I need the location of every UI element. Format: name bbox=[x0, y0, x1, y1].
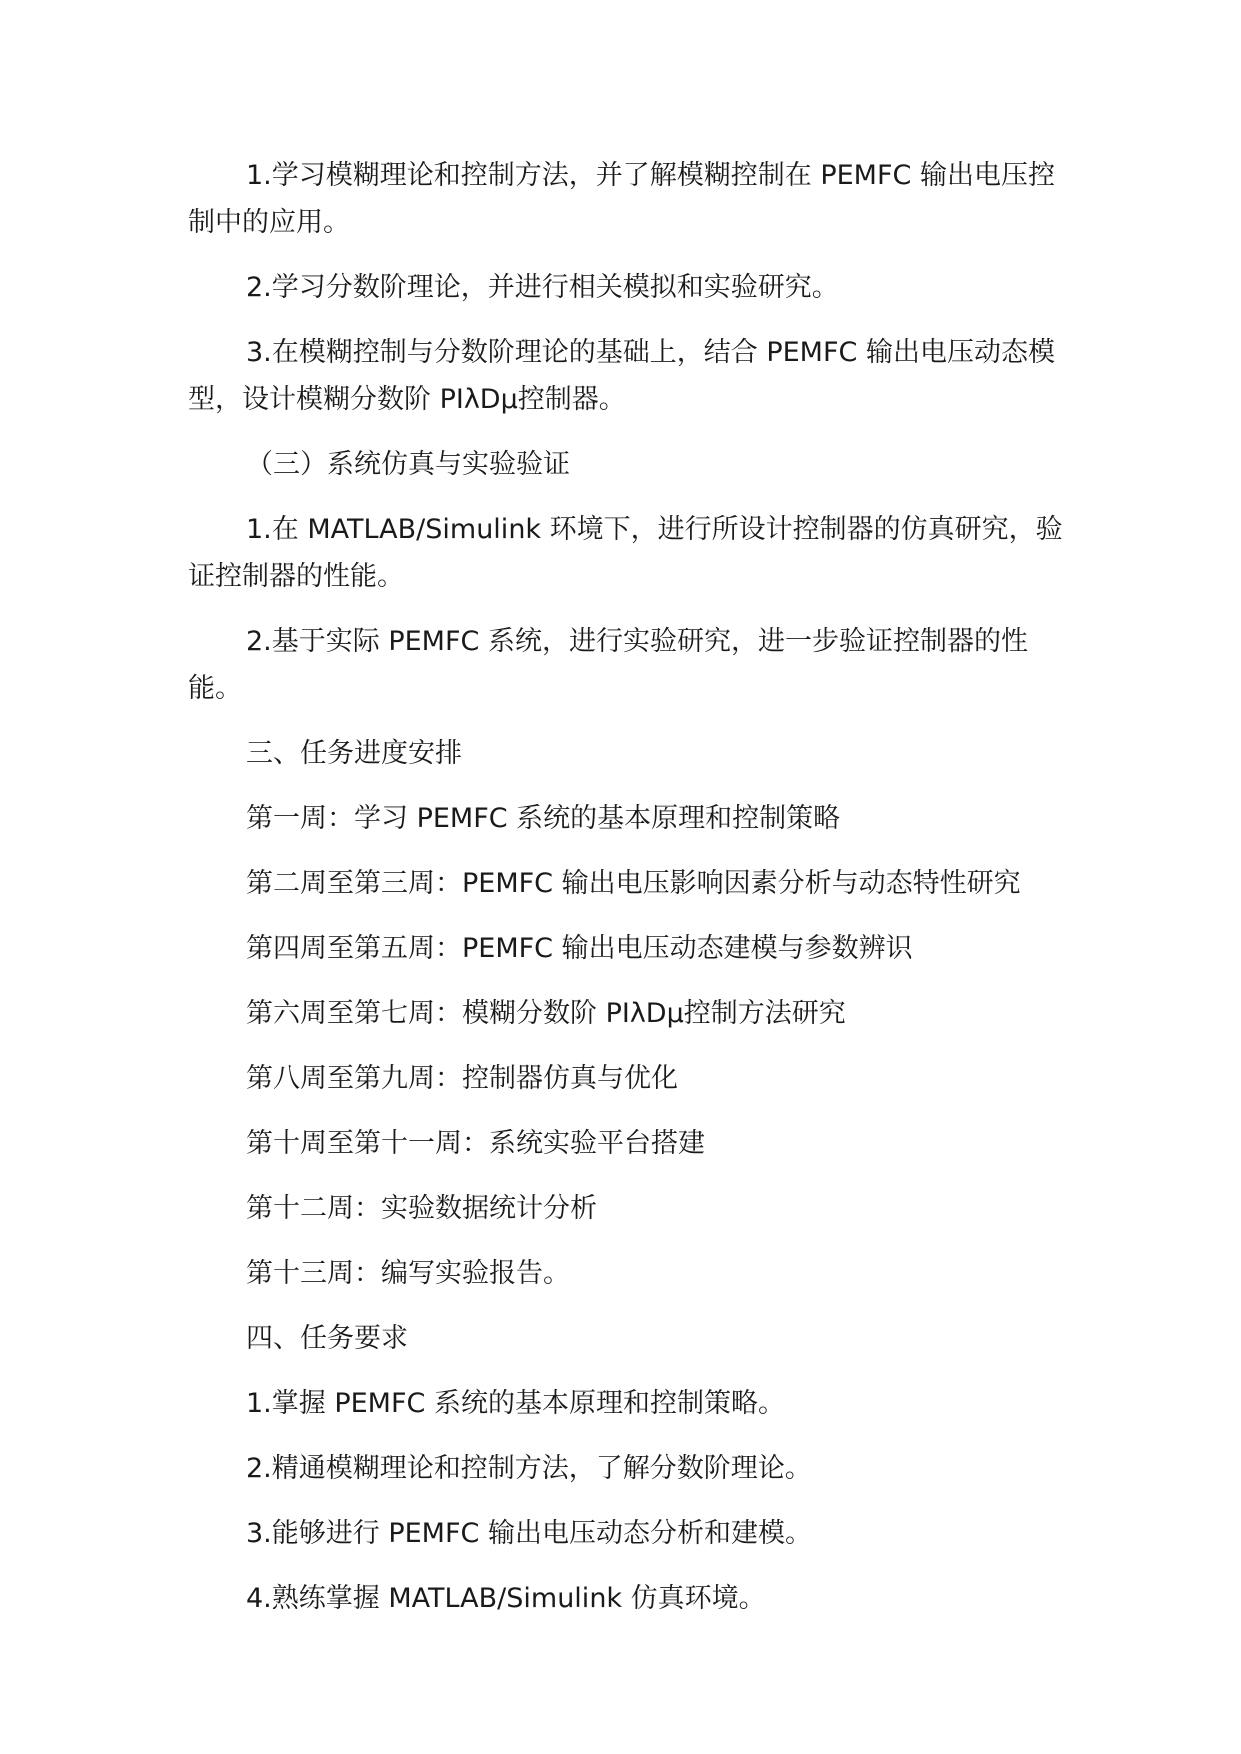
requirement-item: 4.熟练掌握 MATLAB/Simulink 仿真环境。 bbox=[246, 1583, 766, 1614]
schedule-item: 第四周至第五周：PEMFC 输出电压动态建模与参数辨识 bbox=[246, 933, 913, 964]
schedule-item: 第八周至第九周：控制器仿真与优化 bbox=[246, 1063, 678, 1094]
paragraph-matlab-simulation: 1.在 MATLAB/Simulink 环境下，进行所设计控制器的仿真研究，验证控制器的性能。 bbox=[188, 514, 1063, 592]
paragraph-fuzzy-theory: 1.学习模糊理论和控制方法，并了解模糊控制在 PEMFC 输出电压控制中的应用。 bbox=[188, 160, 1055, 238]
paragraph-experiment: 2.基于实际 PEMFC 系统，进行实验研究，进一步验证控制器的性能。 bbox=[188, 626, 1028, 704]
requirement-item: 2.精通模糊理论和控制方法，了解分数阶理论。 bbox=[246, 1453, 812, 1484]
schedule-item: 第六周至第七周：模糊分数阶 PIλDμ控制方法研究 bbox=[246, 998, 846, 1029]
requirement-item: 1.掌握 PEMFC 系统的基本原理和控制策略。 bbox=[246, 1388, 785, 1419]
paragraph-fractional-theory: 2.学习分数阶理论，并进行相关模拟和实验研究。 bbox=[246, 272, 839, 303]
section-heading-simulation: （三）系统仿真与实验验证 bbox=[246, 449, 570, 480]
schedule-item: 第十三周：编写实验报告。 bbox=[246, 1258, 570, 1289]
schedule-item: 第十周至第十一周：系统实验平台搭建 bbox=[246, 1128, 705, 1159]
schedule-item: 第十二周：实验数据统计分析 bbox=[246, 1193, 597, 1224]
document-body bbox=[188, 152, 1073, 1640]
requirement-item: 3.能够进行 PEMFC 输出电压动态分析和建模。 bbox=[246, 1518, 812, 1549]
schedule-item: 第一周：学习 PEMFC 系统的基本原理和控制策略 bbox=[246, 803, 841, 834]
section-heading-requirements: 四、任务要求 bbox=[246, 1323, 408, 1354]
paragraph-controller-design: 3.在模糊控制与分数阶理论的基础上，结合 PEMFC 输出电压动态模型，设计模糊分数阶 PIλDμ控制器。 bbox=[188, 337, 1055, 415]
schedule-item: 第二周至第三周：PEMFC 输出电压影响因素分析与动态特性研究 bbox=[246, 868, 1021, 899]
section-heading-schedule: 三、任务进度安排 bbox=[246, 738, 462, 769]
